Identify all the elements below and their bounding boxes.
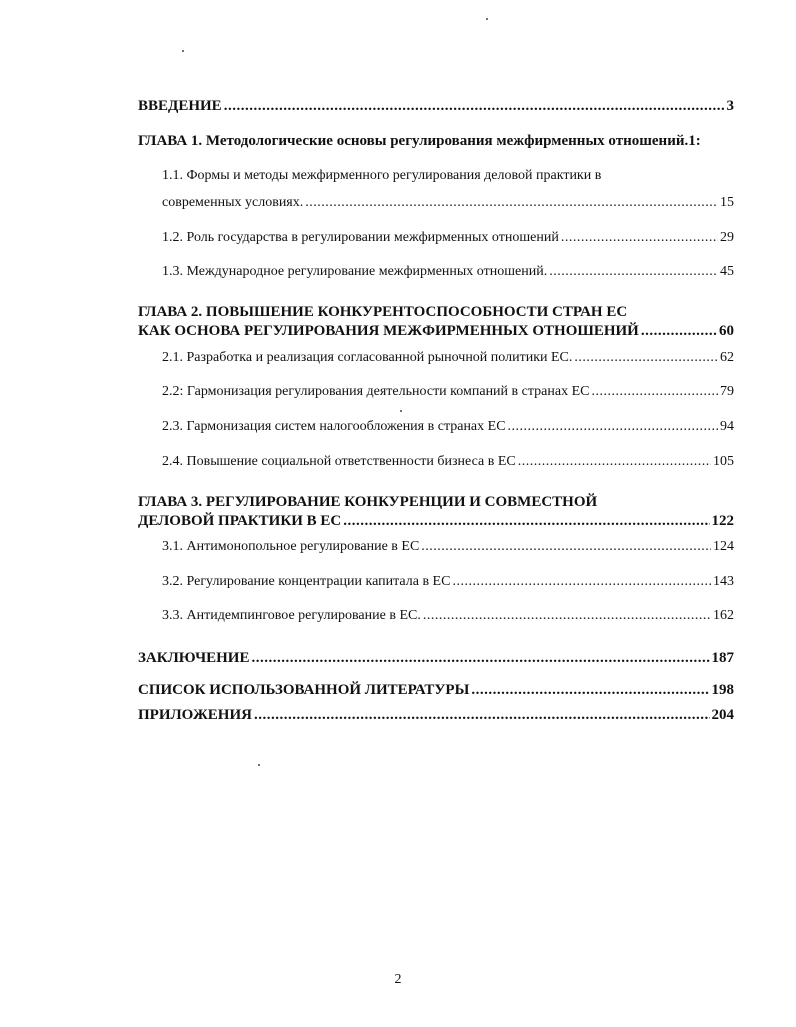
toc-chapter-1-title: ГЛАВА 1. Методологические основы регулирования межфирменных отношений.1:: [138, 133, 701, 149]
toc-entry-appendices: [138, 707, 734, 724]
scan-speck: [182, 50, 184, 52]
toc-entry-title: 3.3. Антидемпинговое регулирование в ЕС.: [162, 608, 421, 623]
toc-leader-dots: [343, 513, 709, 530]
toc-chapter-3-title-line1: ГЛАВА 3. РЕГУЛИРОВАНИЕ КОНКУРЕНЦИИ И СОВМЕСТНОЙ: [138, 494, 598, 510]
toc-leader-dots: [471, 682, 709, 699]
toc-entry-page: 3: [726, 98, 734, 114]
toc-entry-title: ПРИЛОЖЕНИЯ: [138, 707, 252, 723]
toc-chapter-2: [138, 323, 734, 340]
toc-entry-page: 45: [720, 264, 734, 279]
toc-leader-dots: [574, 350, 718, 366]
toc-chapter-3: [138, 513, 734, 530]
toc-leader-dots: [518, 454, 711, 470]
toc-entry-title: ЗАКЛЮЧЕНИЕ: [138, 650, 250, 666]
toc-entry-title: 1.2. Роль государства в регулировании межфирменных отношений: [162, 230, 559, 245]
toc-leader-dots: [423, 608, 711, 624]
toc-entry-page: 62: [720, 350, 734, 365]
toc-section-1-1-line1: 1.1. Формы и методы межфирменного регулирования деловой практики в: [162, 168, 602, 183]
toc-entry-title: 2.4. Повышение социальной ответственности бизнеса в ЕС: [162, 454, 516, 469]
toc-entry-page: 122: [711, 513, 734, 529]
toc-entry-title: ВВЕДЕНИЕ: [138, 98, 222, 114]
toc-section-3-1: [162, 539, 734, 555]
toc-entry-page: 105: [713, 454, 734, 469]
toc-entry-conclusion: [138, 650, 734, 667]
toc-entry-title: 2.2: Гармонизация регулирования деятельности компаний в странах ЕС: [162, 384, 590, 399]
toc-leader-dots: [224, 98, 725, 115]
scan-speck: [258, 764, 260, 766]
toc-leader-dots: [251, 650, 709, 667]
toc-entry-page: 124: [713, 539, 734, 554]
toc-section-1-3: [162, 264, 734, 280]
toc-leader-dots: [641, 323, 717, 340]
toc-leader-dots: [591, 384, 718, 400]
toc-entry-title: СПИСОК ИСПОЛЬЗОВАННОЙ ЛИТЕРАТУРЫ: [138, 682, 470, 698]
toc-entry-title: 3.1. Антимонопольное регулирование в ЕС: [162, 539, 420, 554]
toc-entry-page: 143: [713, 574, 734, 589]
toc-leader-dots: [254, 707, 710, 724]
toc-entry-intro: [138, 98, 734, 115]
toc-entry-title: 3.2. Регулирование концентрации капитала в ЕС: [162, 574, 451, 589]
toc-leader-dots: [421, 539, 711, 555]
toc-entry-title: ДЕЛОВОЙ ПРАКТИКИ В ЕС: [138, 513, 342, 529]
toc-section-1-1: [162, 195, 734, 211]
toc-leader-dots: [452, 574, 711, 590]
toc-entry-page: 162: [713, 608, 734, 623]
toc-leader-dots: [561, 230, 718, 246]
toc-section-3-2: [162, 574, 734, 590]
toc-entry-title: 2.1. Разработка и реализация согласованной рыночной политики ЕС.: [162, 350, 573, 365]
toc-entry-page: 60: [719, 323, 734, 339]
toc-entry-page: 94: [720, 419, 734, 434]
toc-section-3-3: [162, 608, 734, 624]
toc-entry-page: 204: [711, 707, 734, 723]
toc-entry-title: современных условиях.: [162, 195, 304, 210]
scan-speck: [486, 18, 488, 20]
toc-leader-dots: [508, 419, 718, 435]
toc-section-2-2: [162, 384, 734, 400]
toc-entry-references: [138, 682, 734, 699]
toc-section-2-4: [162, 454, 734, 470]
toc-leader-dots: [305, 195, 718, 211]
toc-leader-dots: [549, 264, 718, 280]
toc-entry-page: 187: [711, 650, 734, 666]
toc-chapter-2-title-line1: ГЛАВА 2. ПОВЫШЕНИЕ КОНКУРЕНТОСПОСОБНОСТИ СТРАН ЕС: [138, 304, 628, 320]
toc-entry-page: 79: [720, 384, 734, 399]
page-number: 2: [394, 972, 402, 987]
toc-entry-title: 2.3. Гармонизация систем налогообложения в странах ЕС: [162, 419, 506, 434]
toc-entry-title: 1.3. Международное регулирование межфирменных отношений.: [162, 264, 548, 279]
toc-entry-title: КАК ОСНОВА РЕГУЛИРОВАНИЯ МЕЖФИРМЕННЫХ ОТНОШЕНИЙ: [138, 323, 639, 339]
toc-section-2-1: [162, 350, 734, 366]
toc-section-1-2: [162, 230, 734, 246]
toc-entry-page: 29: [720, 230, 734, 245]
toc-entry-page: 198: [711, 682, 734, 698]
toc-section-2-3: [162, 419, 734, 435]
toc-entry-page: 15: [720, 195, 734, 210]
scan-speck: [400, 410, 402, 412]
